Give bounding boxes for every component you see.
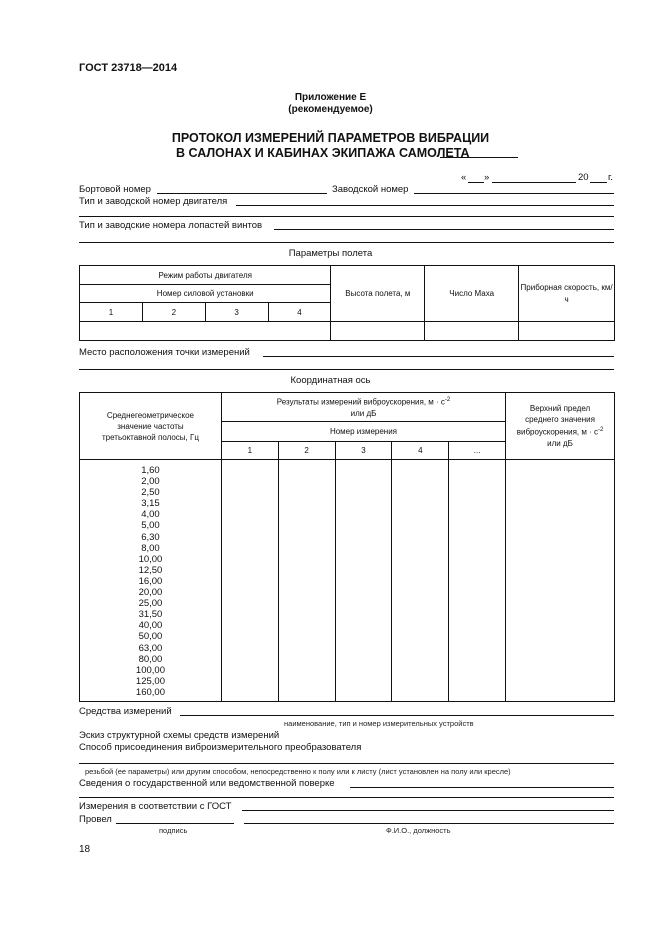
altitude-value-cell[interactable] xyxy=(331,322,425,341)
frequency-value: 31,50 xyxy=(138,609,163,621)
date-close-quote: » xyxy=(484,172,490,183)
blade-type-field-line2[interactable] xyxy=(79,242,614,243)
verification-label: Сведения о государственной или ведомственной поверке xyxy=(79,778,335,789)
frequency-value: 1,60 xyxy=(141,465,160,476)
board-number-label: Бортовой номер xyxy=(79,184,151,195)
aircraft-type-field[interactable] xyxy=(440,157,518,158)
instruments-field[interactable] xyxy=(180,715,614,716)
page-number: 18 xyxy=(79,844,91,855)
flight-params-table xyxy=(79,265,615,341)
frequency-value: 2,00 xyxy=(141,476,160,488)
meas-col-3: 3 xyxy=(335,442,392,460)
frequency-value: 8,00 xyxy=(141,542,160,554)
engine-type-field[interactable] xyxy=(236,205,614,206)
board-number-field[interactable] xyxy=(157,193,327,194)
date-month-field[interactable] xyxy=(492,182,576,183)
speed-header: Приборная скорость, км/ч xyxy=(519,266,615,322)
factory-number-label: Заводской номер xyxy=(332,184,409,195)
meas-5-values-cell[interactable] xyxy=(449,460,506,702)
appendix-kind: (рекомендуемое) xyxy=(288,104,373,115)
according-field[interactable] xyxy=(242,810,614,811)
engine-mode-value-cell[interactable] xyxy=(80,322,331,341)
factory-number-field[interactable] xyxy=(414,193,614,194)
mount-label: Способ присоединения виброизмерительного преобразователя xyxy=(79,742,362,753)
results-header-exponent: -2 xyxy=(444,397,451,404)
meas-col-4: 4 xyxy=(392,442,449,460)
vibration-results-table xyxy=(79,392,615,702)
coord-axis-title: Координатная ось xyxy=(290,375,371,386)
measurement-number-header: Номер измерения xyxy=(221,422,505,442)
verification-field[interactable] xyxy=(350,787,614,788)
signature-hint: подпись xyxy=(159,826,188,835)
frequency-column xyxy=(80,460,222,702)
unit-col-3: 3 xyxy=(205,303,268,322)
blade-type-field[interactable] xyxy=(274,229,614,230)
engine-type-field-line2[interactable] xyxy=(79,216,614,217)
frequency-value: 12,50 xyxy=(138,564,163,576)
unit-col-1: 1 xyxy=(80,303,143,322)
frequency-value: 40,00 xyxy=(138,620,163,632)
frequency-value: 16,00 xyxy=(138,575,163,587)
frequency-value: 160,00 xyxy=(135,686,165,698)
engine-mode-header: Режим работы двигателя xyxy=(80,266,331,285)
date-year-prefix: 20 xyxy=(578,172,589,183)
results-header xyxy=(221,393,505,422)
limit-values-cell[interactable] xyxy=(506,460,615,702)
frequency-value: 4,00 xyxy=(141,509,160,521)
frequency-value: 5,00 xyxy=(141,520,160,532)
date-year-suffix: г. xyxy=(608,172,613,183)
frequency-value: 3,15 xyxy=(141,498,160,510)
results-header-text: Результаты измерений виброускорения, м · с xyxy=(276,397,445,407)
results-header-units: или дБ xyxy=(350,408,377,418)
instruments-label: Средства измерений xyxy=(79,706,172,717)
date-open-quote: « xyxy=(461,172,467,183)
name-position-field[interactable] xyxy=(244,823,614,824)
protocol-title-line1: ПРОТОКОЛ ИЗМЕРЕНИЙ ПАРАМЕТРОВ ВИБРАЦИИ xyxy=(171,131,490,145)
document-standard-header: ГОСТ 23718—2014 xyxy=(79,62,178,74)
limit-header-exponent: -2 xyxy=(597,427,604,434)
meas-4-values-cell[interactable] xyxy=(392,460,449,702)
mount-field[interactable] xyxy=(79,763,614,764)
frequency-header: Среднегеометрическое значение частоты третьоктавной полосы, Гц xyxy=(80,393,222,460)
frequency-value: 6,30 xyxy=(141,531,160,543)
meas-2-values-cell[interactable] xyxy=(278,460,335,702)
unit-col-4: 4 xyxy=(268,303,331,322)
engine-type-label: Тип и заводской номер двигателя xyxy=(79,196,228,207)
mount-hint: резьбой (ее параметры) или другим способом, непосредственно к полу или к листу (лист установлен на полу или кресле) xyxy=(85,767,511,776)
frequency-value: 63,00 xyxy=(138,642,163,654)
mach-header: Число Маха xyxy=(425,266,519,322)
according-label: Измерения в соответствии с ГОСТ xyxy=(79,801,232,812)
point-location-field-line2[interactable] xyxy=(79,369,614,370)
sketch-label: Эскиз структурной схемы средств измерений xyxy=(79,730,280,741)
name-position-hint: Ф.И.О., должность xyxy=(386,826,451,835)
protocol-title-line2: В САЛОНАХ И КАБИНАХ ЭКИПАЖА САМОЛЕТА xyxy=(176,146,470,160)
instruments-hint: наименование, тип и номер измерительных устройств xyxy=(284,719,474,728)
meas-col-2: 2 xyxy=(278,442,335,460)
date-day-field[interactable] xyxy=(468,182,484,183)
speed-value-cell[interactable] xyxy=(519,322,615,341)
meas-3-values-cell[interactable] xyxy=(335,460,392,702)
limit-header xyxy=(506,393,615,460)
frequency-list xyxy=(80,465,221,698)
flight-params-title: Параметры полета xyxy=(288,248,373,259)
frequency-value: 125,00 xyxy=(135,675,165,687)
frequency-value: 2,50 xyxy=(141,487,160,499)
unit-col-2: 2 xyxy=(142,303,205,322)
signature-field[interactable] xyxy=(116,823,234,824)
frequency-value: 80,00 xyxy=(138,653,163,665)
blade-type-label: Тип и заводские номера лопастей винтов xyxy=(79,220,263,231)
altitude-header: Высота полета, м xyxy=(331,266,425,322)
frequency-value: 25,00 xyxy=(138,598,163,610)
point-location-field[interactable] xyxy=(263,356,614,357)
limit-header-text: Верхний предел среднего значения виброускорения, м · с xyxy=(516,404,598,437)
unit-number-header: Номер силовой установки xyxy=(80,285,331,303)
frequency-value: 10,00 xyxy=(138,553,163,565)
conducted-label: Провел xyxy=(79,814,112,825)
meas-1-values-cell[interactable] xyxy=(221,460,278,702)
meas-col-5: ... xyxy=(449,442,506,460)
point-location-label: Место расположения точки измерений xyxy=(79,347,250,358)
frequency-value: 20,00 xyxy=(138,587,163,599)
appendix-label: Приложение Е xyxy=(294,92,367,103)
verification-field-line2[interactable] xyxy=(79,797,614,798)
meas-col-1: 1 xyxy=(221,442,278,460)
mach-value-cell[interactable] xyxy=(425,322,519,341)
frequency-value: 100,00 xyxy=(135,664,165,676)
frequency-value: 50,00 xyxy=(138,631,163,643)
date-year-field[interactable] xyxy=(590,182,607,183)
limit-header-units: или дБ xyxy=(547,438,573,448)
